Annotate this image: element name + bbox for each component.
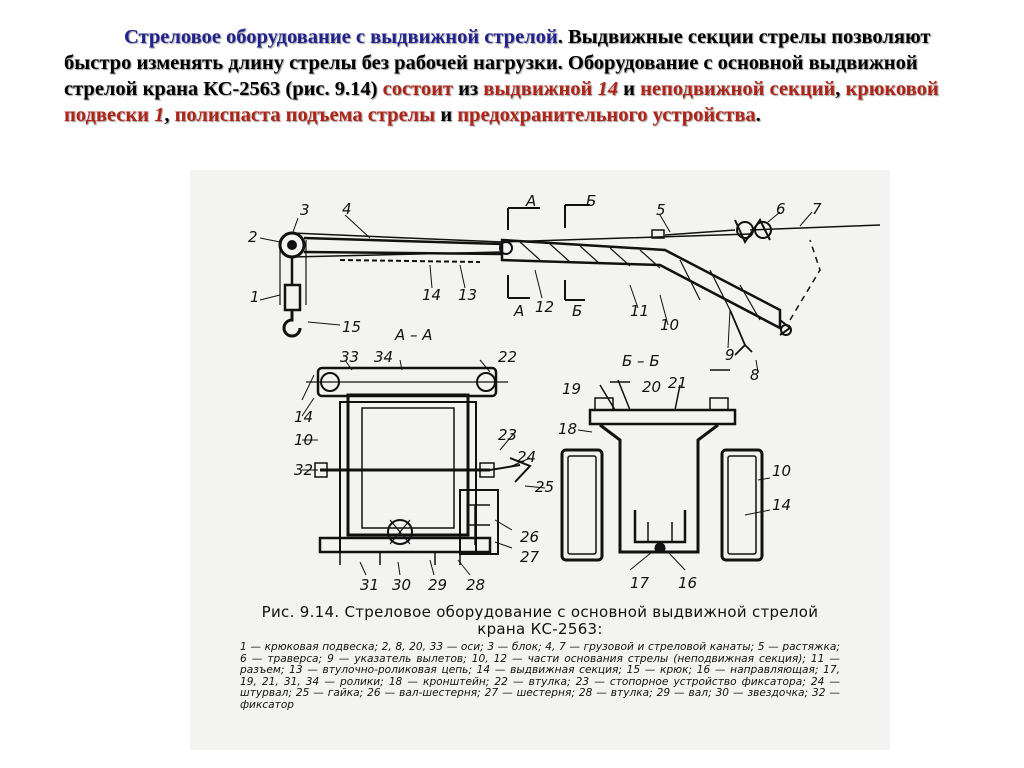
callout-19: 19: [562, 380, 582, 398]
callout-23: 23: [498, 426, 518, 444]
section-mark-b: [565, 205, 590, 300]
intro-text-and-2: и: [435, 104, 458, 126]
callout-7: 7: [812, 200, 822, 218]
intro-text-and: и: [618, 78, 641, 100]
intro-heading: Стреловое оборудование с выдвижной стрелой: [124, 26, 558, 48]
callout-12: 12: [535, 298, 555, 316]
intro-term-pulley: полиспаста подъема стрелы: [174, 104, 436, 126]
callout-13: 13: [458, 286, 478, 304]
intro-text-1: . Выдвижные секции стрелы позволяют быстро изменять длину стрелы без рабочей нагрузки. Оборудование с основной выдвижной стрелой крана КС-2563 (рис. 9.14): [64, 26, 931, 100]
callout-1: 1: [250, 288, 260, 306]
callout-15: 15: [342, 318, 362, 336]
intro-ref-14: 14: [592, 78, 618, 100]
callout-14-bb: 14: [772, 496, 792, 514]
upper-roller-axle: [590, 410, 735, 424]
figure-caption: [240, 604, 840, 712]
callout-14-aa: 14: [294, 408, 314, 426]
extendable-section-bb: [600, 425, 718, 552]
callout-8: 8: [750, 366, 760, 384]
callout-20: 20: [642, 378, 662, 396]
callout-11: 11: [630, 302, 650, 320]
guide-roller: [655, 543, 665, 553]
mark-b-top: Б: [586, 192, 597, 210]
pulley-axle: [288, 241, 296, 249]
callout-17: 17: [630, 574, 650, 592]
section-aa-view: [302, 360, 545, 575]
callout-9: 9: [725, 346, 735, 364]
mark-a-bottom: А: [514, 302, 525, 320]
section-aa-title: А – А: [395, 326, 433, 344]
callout-16: 16: [678, 574, 698, 592]
callout-21: 21: [668, 374, 688, 392]
section-bb-view: [562, 370, 770, 570]
callout-24: 24: [517, 448, 537, 466]
intro-paragraph: [64, 24, 944, 128]
boom-side-view: [260, 205, 880, 372]
hook: [284, 310, 300, 336]
callout-14: 14: [422, 286, 442, 304]
callout-2: 2: [248, 228, 258, 246]
section-bb-title: Б – Б: [622, 352, 660, 370]
callout-3: 3: [300, 201, 310, 219]
callout-33: 33: [340, 348, 360, 366]
callout-34: 34: [374, 348, 394, 366]
callout-10: 10: [660, 316, 680, 334]
intro-text-comma: ,: [835, 78, 846, 100]
callout-31: 31: [360, 576, 380, 594]
caption-title: Рис. 9.14. Стреловое оборудование с основной выдвижной стрелой крана КС-2563:: [261, 603, 819, 638]
roller-chain: [340, 260, 480, 262]
hook-block: [285, 257, 300, 310]
mark-a-top: А: [526, 192, 537, 210]
section-mark-a: [508, 208, 540, 298]
intro-term-extendable: выдвижной: [483, 78, 593, 100]
callout-22: 22: [498, 348, 518, 366]
callout-30: 30: [392, 576, 412, 594]
intro-ref-1: 1: [148, 104, 165, 126]
callout-28: 28: [466, 576, 486, 594]
intro-term-hook-block: крюковой подвески: [64, 78, 939, 126]
callout-4: 4: [342, 200, 352, 218]
callout-6: 6: [776, 200, 786, 218]
extendable-section-aa: [348, 395, 468, 535]
callout-27: 27: [520, 548, 540, 566]
intro-term-safety: предохранительного устройства: [457, 104, 756, 126]
intro-term-fixed-sections: неподвижной секций: [640, 78, 836, 100]
callout-10-bb: 10: [772, 462, 792, 480]
gear-housing: [460, 490, 498, 554]
intro-term-consists: состоит: [382, 78, 453, 100]
intro-text-period: .: [755, 104, 761, 126]
base-section-aa: [340, 402, 476, 552]
mark-b-bottom: Б: [572, 302, 583, 320]
intro-text-from: из: [452, 78, 484, 100]
callout-25: 25: [535, 478, 555, 496]
callout-29: 29: [428, 576, 448, 594]
callout-32: 32: [294, 461, 314, 479]
guide-bracket: [635, 510, 685, 542]
bottom-shaft: [320, 538, 490, 552]
callout-10-aa: 10: [294, 431, 314, 449]
callout-18: 18: [558, 420, 578, 438]
callout-26: 26: [520, 528, 540, 546]
callout-5: 5: [656, 201, 666, 219]
caption-legend: 1 — крюковая подвеска; 2, 8, 20, 33 — оси; 3 — блок; 4, 7 — грузовой и стреловой канаты; 5 — растяжка; 6 — траверса; 9 — указатель вылетов; 10, 12 — части основания стрелы (неподвижная секция); 11 — разъем; 13 — втулочно-роликовая цепь; 14 — выдвижная секция; 15 — крюк; 16 — направляющая; 17, 19, 21, 31, 34 — ролики; 18 — кронштейн; 22 — втулка; 23 — стопорное устройство фиксатора; 24 — штурвал; 25 — гайка; 26 — вал-шестерня; 27 — шестерня; 28 — втулка; 29 — вал; 30 — звездочка; 32 — фиксатор: [240, 641, 840, 711]
intro-text-comma-2: ,: [164, 104, 175, 126]
